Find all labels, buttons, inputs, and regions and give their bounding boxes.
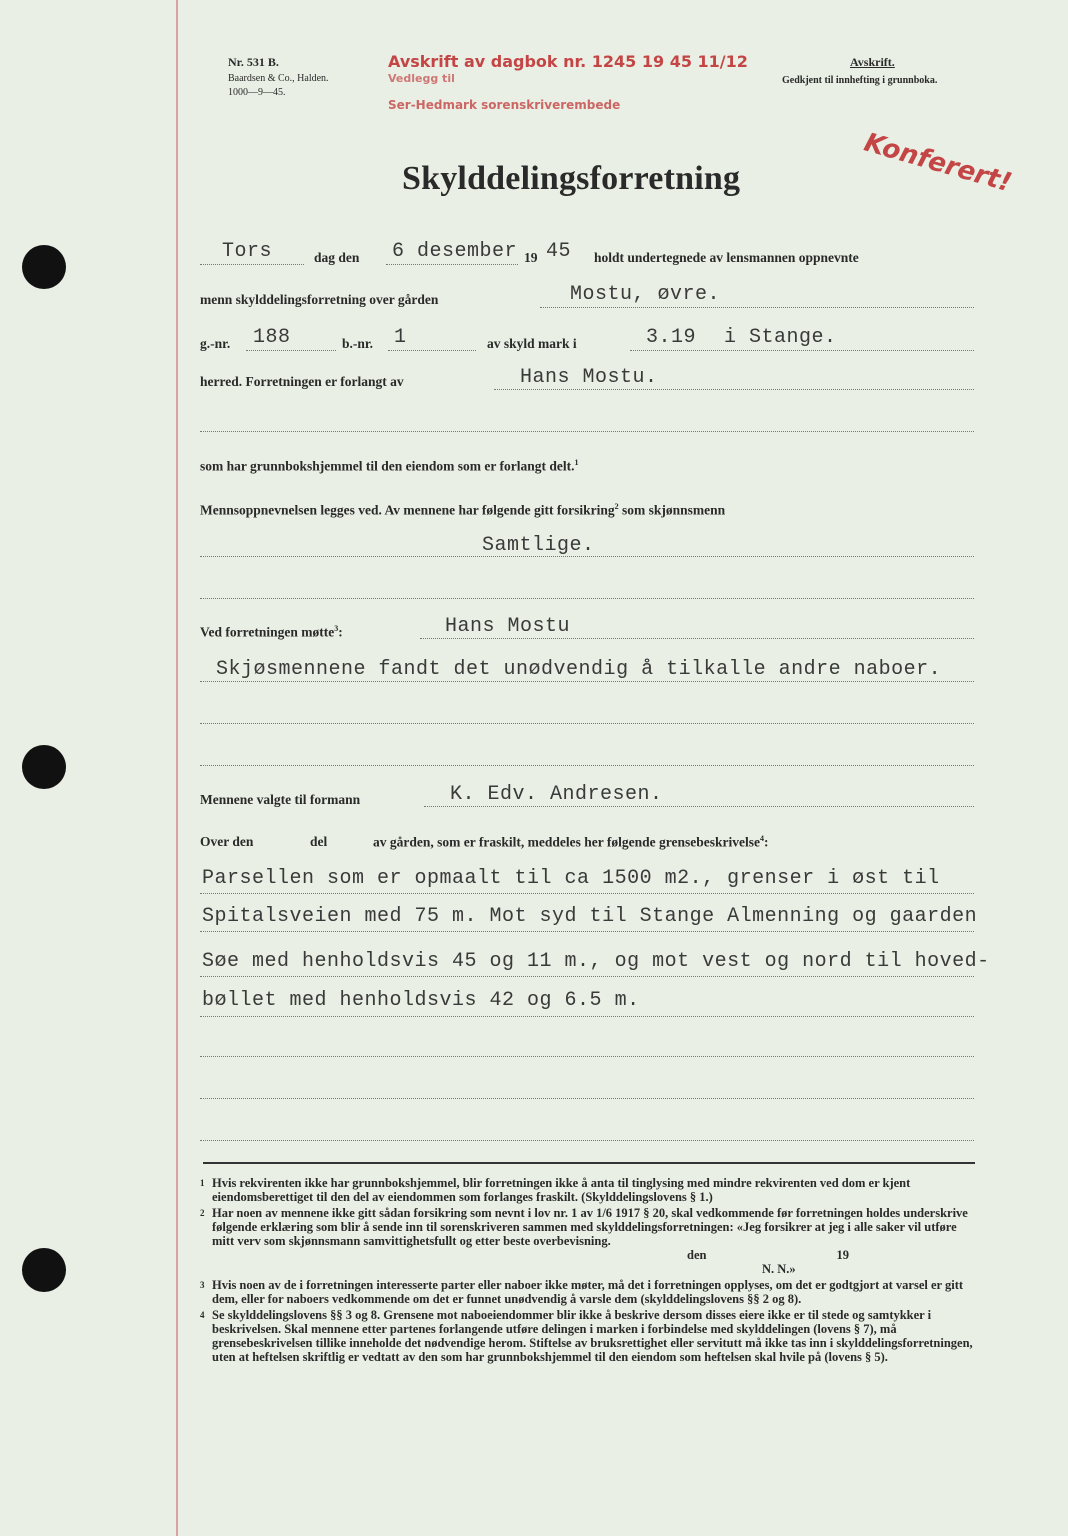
chair-label: Mennene valgte til formann (200, 792, 361, 807)
farm-label: menn skylddelingsforretning over gården (200, 292, 439, 307)
publisher: Baardsen & Co., Halden. (228, 73, 329, 84)
intro-text: holdt undertegnede av lensmannen oppnevnte (594, 250, 859, 265)
present: Hans Mostu (445, 615, 571, 638)
punch-hole (22, 245, 66, 289)
bnr: 1 (394, 326, 407, 349)
form-number: Nr. 531 B. (228, 55, 279, 69)
boundary-label: av gården, som er fraskilt, meddeles her følgende grensebeskrivelse$^4$: (373, 834, 769, 850)
copy-label: Avskrift. (850, 55, 895, 69)
requester: Hans Mostu. (520, 366, 658, 389)
year-prefix: 19 (524, 250, 538, 265)
gnr-label: g.-nr. (200, 336, 231, 351)
skyld-label: av skyld mark i (487, 336, 577, 351)
over-label: Over den (200, 834, 254, 849)
print-run: 1000—9—45. (228, 87, 286, 98)
punch-hole (22, 1248, 66, 1292)
chair-name: K. Edv. Andresen. (450, 783, 663, 806)
sworn-men: Samtlige. (482, 534, 595, 557)
year: 45 (546, 240, 572, 263)
boundary-line-2: Spitalsveien med 75 m. Mot syd til Stange Almenning og gaarden (202, 905, 978, 928)
present-label: Ved forretningen møtte$^3$: (200, 624, 343, 640)
boundary-line-1: Parsellen som er opmaalt til ca 1500 m2., grenser i øst til (202, 867, 940, 890)
district: i Stange. (724, 326, 837, 349)
footnote-2: 2 Har noen av mennene ikke gitt sådan forsikring som nevnt i lov nr. 1 av 1/6 1917 § 20, skal vedkommende før forretningen holdes underskrive følgende erklæring som blir å sende inn til sorenskriveren sammen med skylddelingsforretningen: «Jeg forsikrer at jeg i alle saker vil utføre mitt verv som skjønnsmann samvittighetsfullt og etter beste overbevisning. den 19 N. N.» (200, 1206, 968, 1276)
requester-label: herred. Forretningen er forlangt av (200, 374, 404, 389)
footnote-separator (203, 1162, 975, 1164)
stamp-journal: Avskrift av dagbok nr. 1245 19 45 11/12 (388, 52, 748, 71)
conferred-stamp: Konferert! (860, 127, 1015, 199)
footnotes (200, 1176, 978, 1366)
approval-note: Gedkjent til innhefting i grunnboka. (782, 75, 938, 86)
punch-hole (22, 745, 66, 789)
stamp-court: Ser-Hedmark sorenskriverembede (388, 98, 621, 112)
day-label: dag den (314, 250, 360, 265)
footnote-3: 3 Hvis noen av de i forretningen interesserte parter eller naboer ikke møter, må det i forretningen opplyses, om det er godtgjort at varsel er gitt dem, eller for naboers vedkommende om det er funnet unødvendig å varsle dem (skylddelingslovens §§ 2 og 8). (200, 1278, 964, 1306)
margin-rule (176, 0, 178, 1536)
stamp-attachment: Vedlegg til (388, 72, 455, 85)
menn-text: Mennsoppnevnelsen legges ved. Av mennene har følgende gitt forsikring$^2$ som skjønnsmenn (200, 502, 726, 518)
del-label: del (310, 834, 328, 849)
neighbours-note: Skjøsmennene fandt det unødvendig å tilkalle andre naboer. (216, 658, 942, 681)
gnr: 188 (253, 326, 291, 349)
date: 6 desember (392, 240, 518, 263)
skyld-value: 3.19 (646, 326, 697, 349)
footnote-4: 4 Se skylddelingslovens §§ 3 og 8. Grensene mot naboeiendommer blir ikke å beskrive dersom disses eiere ikke er til stede og samtykker i beskrivelsen. Skal mennene etter partenes forlangende utføre delingen i marken i forbindelse med skylddelingen (lovens § 7), må grensebeskrivelsen tillike inneholde det nødvendige herom. Stiftelse av bruksrettighet eller servitutt må ikke tas inn i skylddelingsforretningen, uten at heftelsen skriftlig er vedtatt av den som har grunnbokshjemmel til den eiendom som heftelsen skal hvile på (lovens § 5). (200, 1308, 973, 1364)
footnote-1: 1 Hvis rekvirenten ikke har grunnbokshjemmel, blir forretningen ikke å anta til tinglysing med mindre rekvirenten ved dom er kjent eiendomsberettiget til den del av eiendommen som forlanges fraskilt. (Skylddelingslovens § 1.) (200, 1176, 911, 1204)
bnr-label: b.-nr. (342, 336, 374, 351)
weekday: Tors (222, 240, 273, 263)
farm-name: Mostu, øvre. (570, 283, 721, 306)
boundary-line-3: Søe med henholdsvis 45 og 11 m., og mot vest og nord til hoved- (202, 950, 990, 973)
grunnbok-text: som har grunnbokshjemmel til den eiendom som er forlangt delt.$^1$ (200, 458, 579, 474)
form-title: Skylddelingsforretning (402, 160, 741, 197)
boundary-line-4: bøllet med henholdsvis 42 og 6.5 m. (202, 989, 640, 1012)
